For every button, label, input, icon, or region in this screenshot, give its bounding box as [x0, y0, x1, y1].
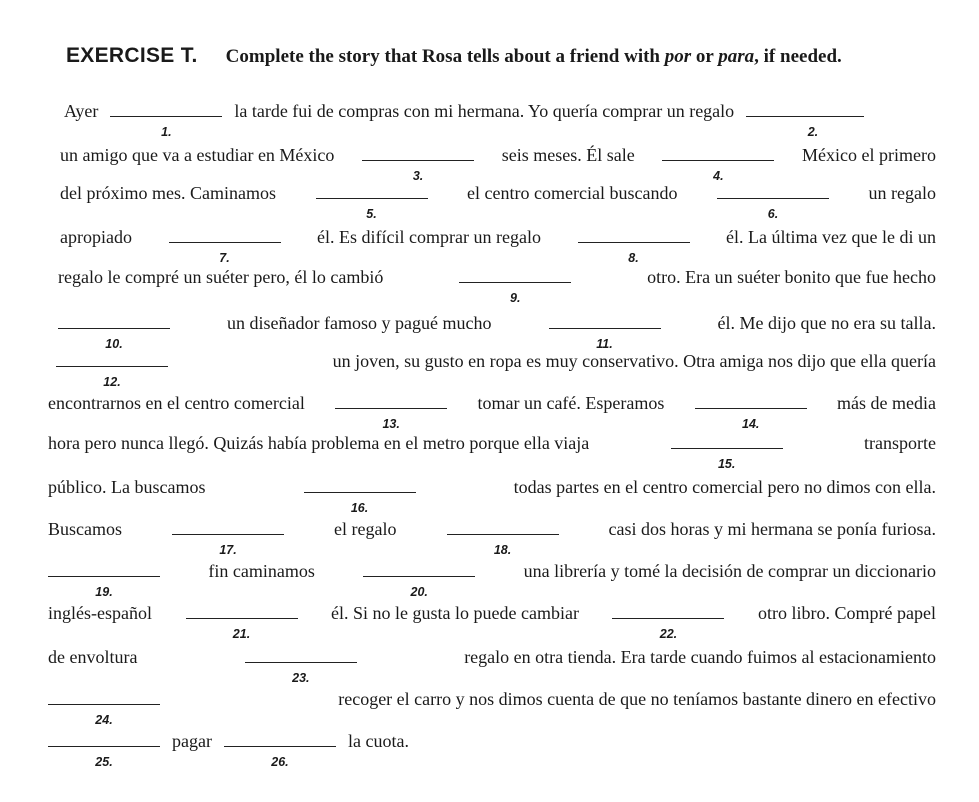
story-text: otro. Era un suéter bonito que fue hecho: [647, 267, 936, 287]
story-line-4: [60, 226, 936, 270]
story-text: la tarde fui de compras con mi hermana. Yo quería comprar un regalo: [234, 101, 735, 121]
story-text: un diseñador famoso y pagué mucho: [227, 313, 492, 333]
blank-7[interactable]: 7.: [169, 226, 281, 248]
story-line-9: [48, 432, 936, 476]
exercise-label: EXERCISE T.: [66, 44, 198, 67]
story-text: tomar un café. Esperamos: [477, 393, 665, 413]
exercise-heading: [66, 44, 946, 68]
story-line-14: [48, 646, 936, 690]
story-line-8: [48, 392, 936, 436]
story-text: regalo en otra tienda. Era tarde cuando fuimos al estacionamiento: [464, 647, 936, 667]
blank-4[interactable]: 4.: [662, 144, 774, 166]
blank-24[interactable]: 24.: [48, 688, 160, 710]
blank-2[interactable]: 2.: [746, 100, 864, 122]
story-text: una librería y tomé la decisión de comprar un diccionario: [523, 561, 936, 581]
blank-12[interactable]: 12.: [56, 350, 168, 372]
story-line-7: [56, 350, 936, 394]
story-line-3: [60, 182, 936, 226]
blank-21[interactable]: 21.: [186, 602, 298, 624]
story-text: Ayer: [64, 101, 99, 121]
story-text: hora pero nunca llegó. Quizás había problema en el metro porque ella viaja: [48, 433, 590, 453]
story-text: él. Es difícil comprar un regalo: [317, 227, 541, 247]
blank-1[interactable]: 1.: [110, 100, 222, 122]
story-text: casi dos horas y mi hermana se ponía furiosa.: [608, 519, 936, 539]
story-line-16: [48, 730, 936, 774]
story-text: el centro comercial buscando: [467, 183, 678, 203]
blank-18[interactable]: 18.: [447, 518, 559, 540]
exercise-instruction: Complete the story that Rosa tells about a friend with por or para, if needed.: [225, 46, 842, 67]
blank-17[interactable]: 17.: [172, 518, 284, 540]
story-line-12: [48, 560, 936, 604]
story-text: un regalo: [868, 183, 936, 203]
blank-20[interactable]: 20.: [363, 560, 475, 582]
blank-5[interactable]: 5.: [316, 182, 428, 204]
blank-22[interactable]: 22.: [612, 602, 724, 624]
story-text: regalo le compré un suéter pero, él lo cambió: [58, 267, 384, 287]
story-text: un amigo que va a estudiar en México: [60, 145, 335, 165]
story-text: recoger el carro y nos dimos cuenta de que no teníamos bastante dinero en efectivo: [338, 689, 936, 709]
blank-16[interactable]: 16.: [304, 476, 416, 498]
story-text: seis meses. Él sale: [501, 145, 635, 165]
blank-23[interactable]: 23.: [245, 646, 357, 668]
blank-10[interactable]: 10.: [58, 312, 170, 334]
story-text: transporte: [864, 433, 936, 453]
story-text: pagar: [172, 731, 212, 751]
story-text: él. Me dijo que no era su talla.: [717, 313, 936, 333]
story-text: un joven, su gusto en ropa es muy conservativo. Otra amiga nos dijo que ella quería: [332, 351, 936, 371]
story-text: México el primero: [802, 145, 936, 165]
blank-19[interactable]: 19.: [48, 560, 160, 582]
story-text: de envoltura: [48, 647, 138, 667]
story-line-11: [48, 518, 936, 562]
story-text: él. Si no le gusta lo puede cambiar: [331, 603, 579, 623]
story-line-1: [64, 100, 936, 144]
blank-6[interactable]: 6.: [717, 182, 829, 204]
story-text: Buscamos: [48, 519, 122, 539]
story-text: la cuota.: [347, 731, 409, 751]
blank-26[interactable]: 26.: [224, 730, 336, 752]
story-text: del próximo mes. Caminamos: [60, 183, 276, 203]
story-text: él. La última vez que le di un: [726, 227, 936, 247]
story-text: el regalo: [334, 519, 397, 539]
blank-14[interactable]: 14.: [695, 392, 807, 414]
blank-9[interactable]: 9.: [459, 266, 571, 288]
blank-11[interactable]: 11.: [549, 312, 661, 334]
blank-15[interactable]: 15.: [671, 432, 783, 454]
story-text: todas partes en el centro comercial pero no dimos con ella.: [513, 477, 936, 497]
story-line-5: [58, 266, 936, 310]
story-text: otro libro. Compré papel: [757, 603, 936, 623]
story-text: encontrarnos en el centro comercial: [48, 393, 305, 413]
story-line-10: [48, 476, 936, 520]
story-text: público. La buscamos: [48, 477, 206, 497]
story-line-13: [48, 602, 936, 646]
story-text: inglés-español: [48, 603, 152, 623]
blank-3[interactable]: 3.: [362, 144, 474, 166]
story-text: apropiado: [60, 227, 132, 247]
story-line-15: [48, 688, 936, 732]
blank-8[interactable]: 8.: [578, 226, 690, 248]
blank-13[interactable]: 13.: [335, 392, 447, 414]
blank-25[interactable]: 25.: [48, 730, 160, 752]
story-text: fin caminamos: [208, 561, 315, 581]
story-text: más de media: [837, 393, 936, 413]
